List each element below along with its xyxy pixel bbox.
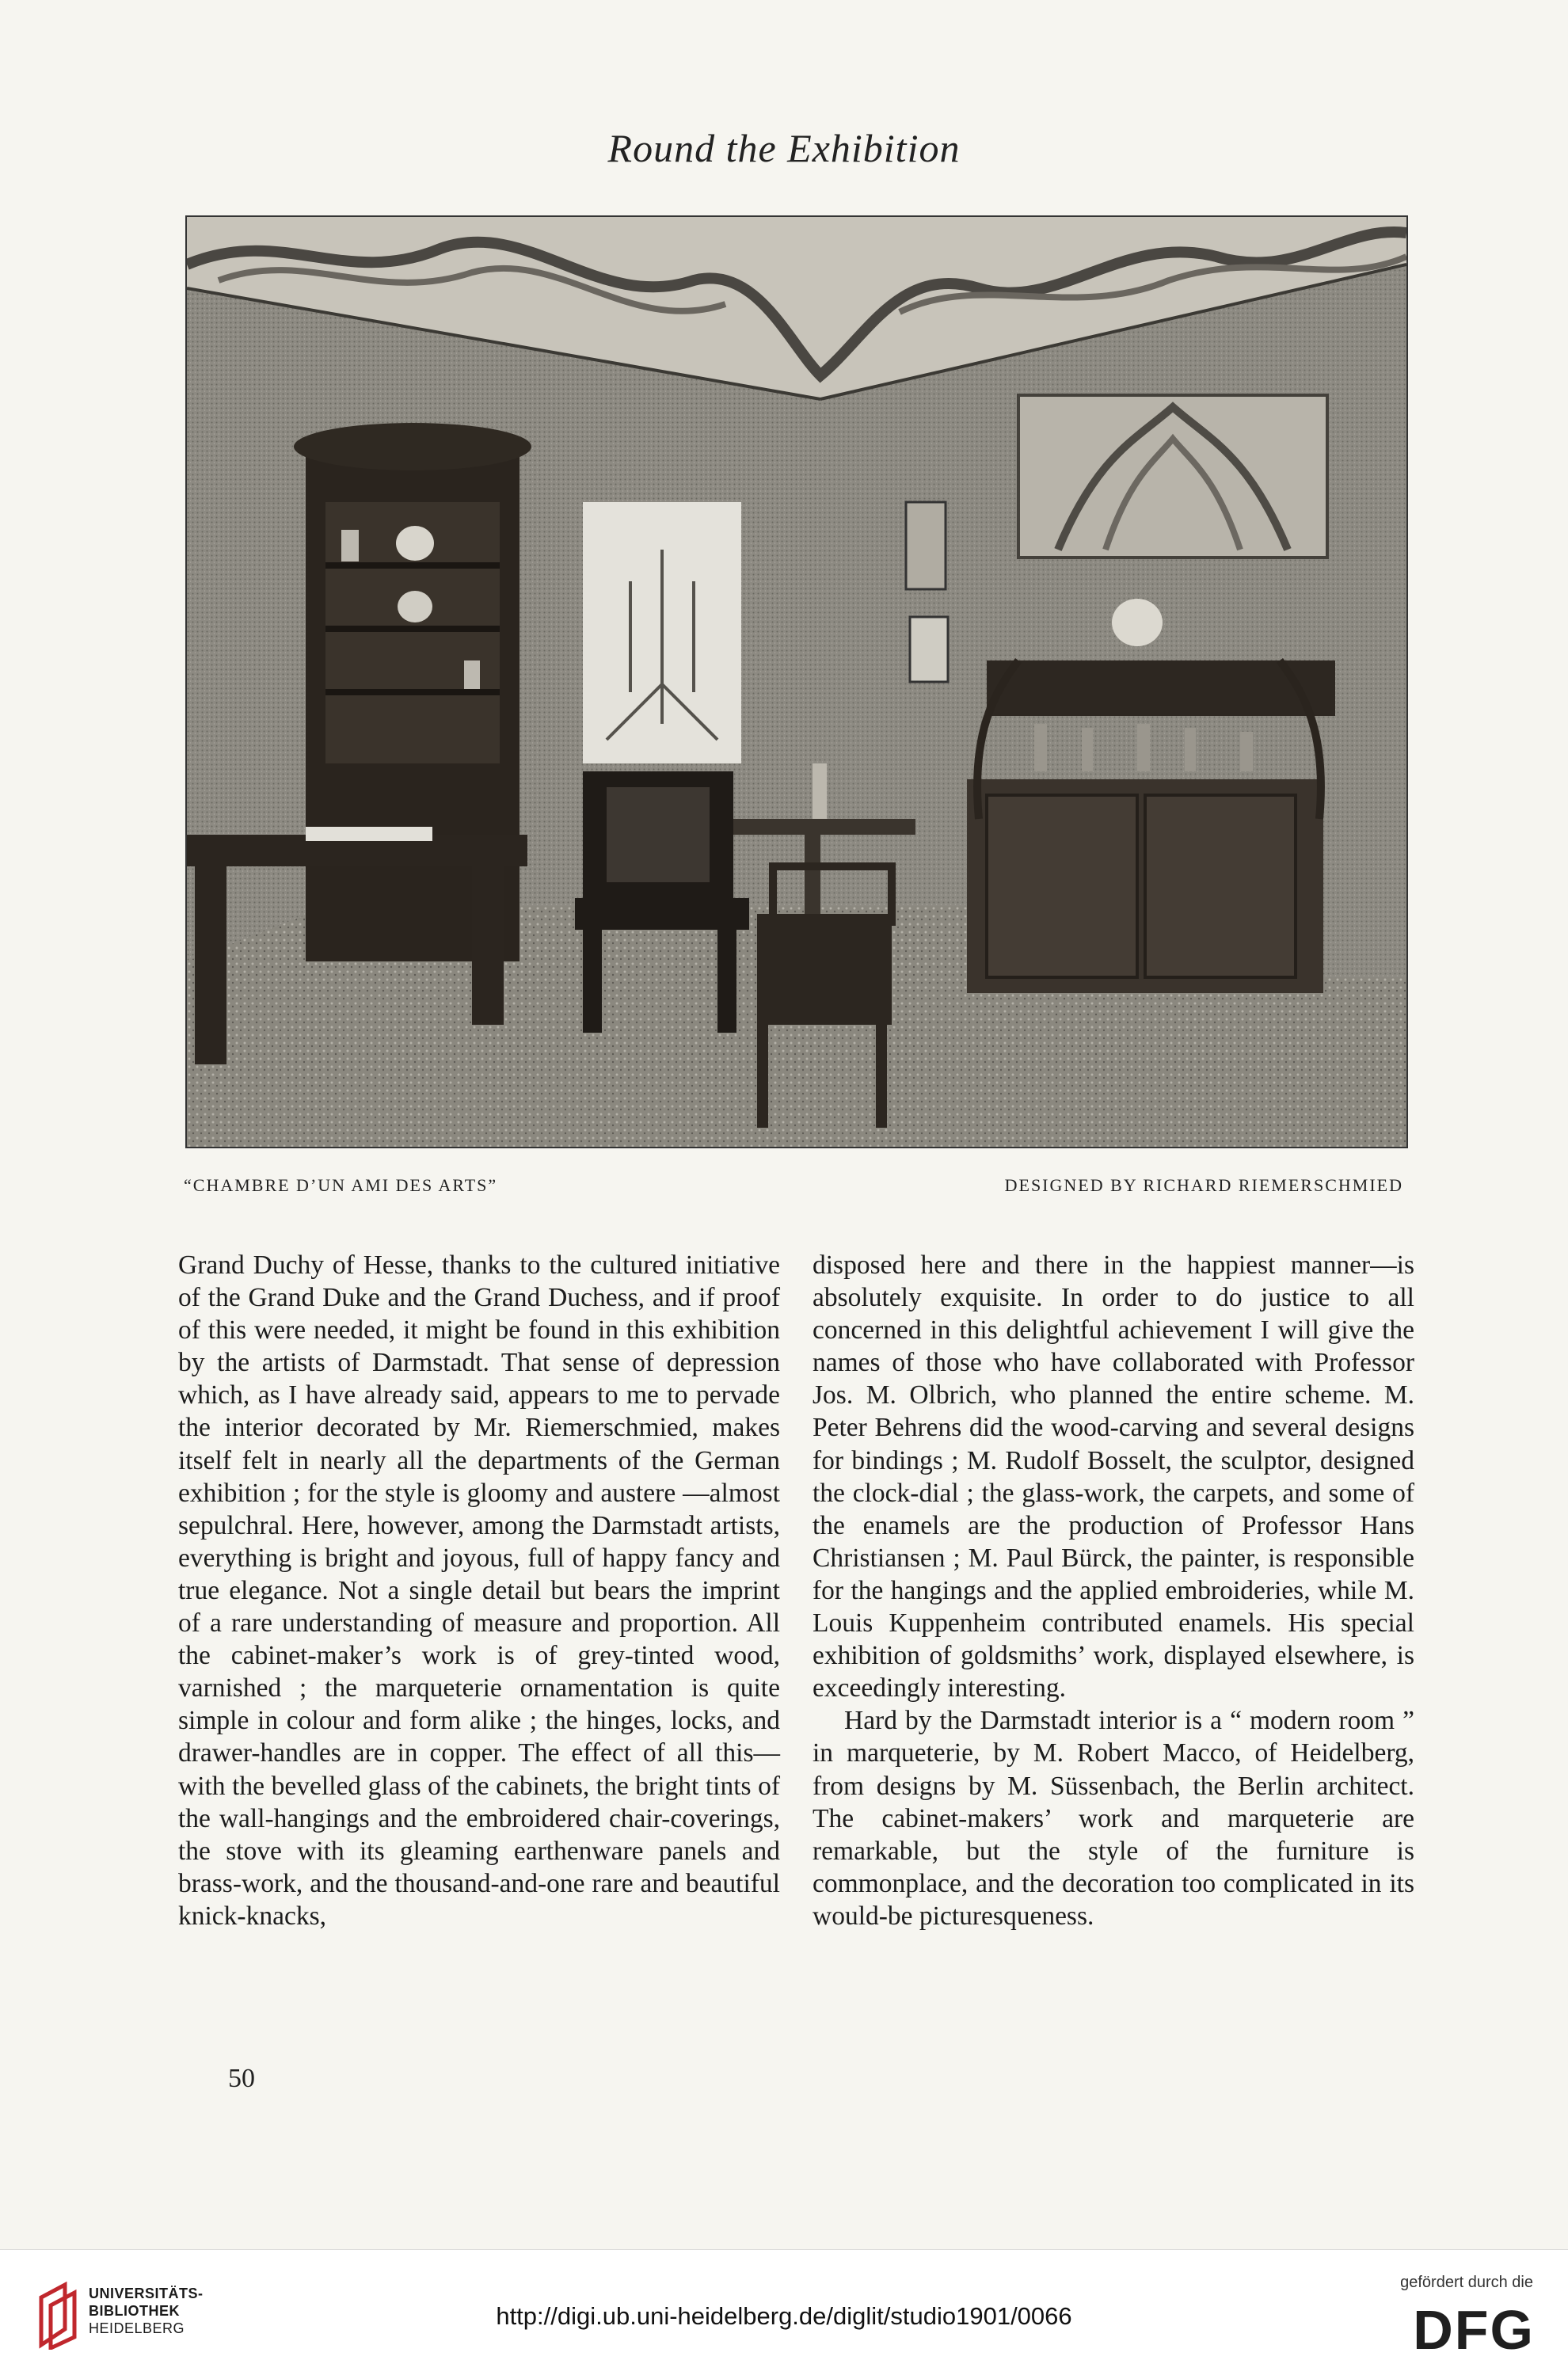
page-number: 50 xyxy=(228,2064,255,2093)
text-column-right xyxy=(813,1249,1414,1932)
interior-photograph xyxy=(185,215,1408,1148)
paragraph: disposed here and there in the happiest manner—is absolutely exquisite. In order to do justice to all concerned in this delightful achievement I will give the names of those who have collaborated with Professor Jos. M. Olbrich, who planned the entire scheme. M. Peter Behrens did the wood-carving and several designs for bindings ; M. Rudolf Bosselt, the sculptor, designed the clock-dial ; the glass-work, the carpets, and some of the enamels are the production of Professor Hans Christiansen ; M. Paul Bürck, the painter, is responsible for the hangings and the applied embroideries, while M. Louis Kuppenheim contributed enamels. His special exhibition of goldsmiths’ work, displayed elsewhere, is exceedingly interesting. xyxy=(813,1250,1414,1703)
running-head: Round the Exhibition xyxy=(607,126,961,170)
text-column-left xyxy=(178,1249,780,1932)
photo-caption-title: “CHAMBRE D’UN AMI DES ARTS” xyxy=(184,1175,498,1195)
library-name-line: BIBLIOTHEK xyxy=(89,2303,180,2319)
digitization-footer xyxy=(0,2249,1568,2379)
paragraph: Hard by the Darmstadt interior is a “ modern room ” in marqueterie, by M. Robert Macco, of Heidelberg, from designs by M. Süssenbach, the Berlin architect. The cabinet-makers’ work and marqueterie are remarkable, but the style of the furniture is commonplace, and the decoration too complicated in its would-be picturesqueness. xyxy=(813,1706,1414,1931)
library-name-line: HEIDELBERG xyxy=(89,2320,185,2336)
funding-note: gefördert durch die xyxy=(1400,2274,1533,2291)
photo-caption-credit: DESIGNED BY RICHARD RIEMERSCHMIED xyxy=(1004,1175,1403,1195)
paragraph: Grand Duchy of Hesse, thanks to the cultured initiative of the Grand Duke and the Grand Duchess, and if proof of this were needed, it might be found in this exhibition by the artists of Darmstadt. That sense of depression which, as I have already said, appears to me to pervade the interior decorated by Mr. Riemerschmied, makes itself felt in nearly all the departments of the German exhibition ; for the style is gloomy and austere —almost sepulchral. Here, however, among the Darmstadt artists, everything is bright and joyous, full of happy fancy and true elegance. Not a single detail but bears the imprint of a rare understanding of measure and proportion. All the cabinet-maker’s work is of grey-tinted wood, varnished ; the marqueterie ornamentation is quite simple in colour and form alike ; the hinges, locks, and drawer-handles are in copper. The effect of all this—with the bevelled glass of the cabinets, the bright tints of the wall-hangings and the embroidered chair-coverings, the stove with its gleaming earthenware panels and brass-work, and the thousand-and-one rare and beautiful knick-knacks, xyxy=(178,1250,780,1931)
permalink[interactable]: http://digi.ub.uni-heidelberg.de/diglit/studio1901/0066 xyxy=(496,2302,1072,2330)
dfg-logo: DFG xyxy=(1413,2299,1535,2361)
library-name-line: UNIVERSITÄTS- xyxy=(89,2286,204,2301)
